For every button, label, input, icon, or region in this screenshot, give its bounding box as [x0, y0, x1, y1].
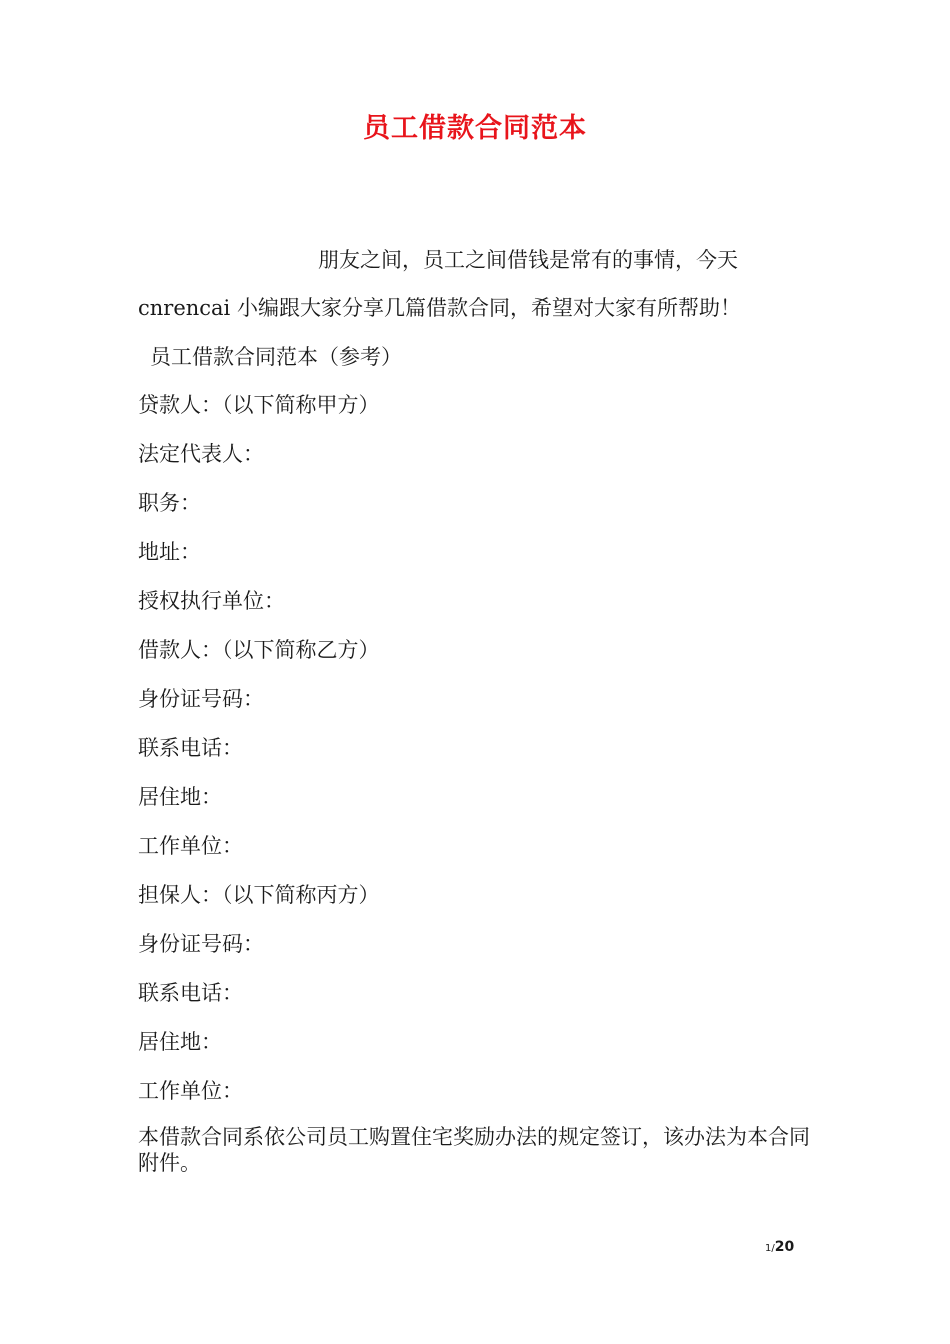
field-guarantor-id-number: 身份证号码：	[138, 932, 264, 956]
page-current: 1/	[765, 1243, 775, 1254]
field-borrower-employer: 工作单位：	[138, 834, 243, 858]
field-authorized-unit: 授权执行单位：	[138, 589, 285, 613]
intro-line-2: cnrencai 小编跟大家分享几篇借款合同，希望对大家有所帮助！	[138, 296, 741, 320]
field-position: 职务：	[138, 491, 201, 515]
document-title: 员工借款合同范本	[363, 113, 587, 144]
contract-subheading: 员工借款合同范本（参考）	[150, 345, 402, 369]
field-guarantor: 担保人：（以下简称丙方）	[138, 883, 380, 907]
page-number	[765, 1236, 794, 1255]
field-guarantor-residence: 居住地：	[138, 1030, 222, 1054]
field-address: 地址：	[138, 540, 201, 564]
closing-paragraph: 本借款合同系依公司员工购置住宅奖励办法的规定签订，该办法为本合同附件。	[138, 1125, 810, 1175]
field-lender: 贷款人：（以下简称甲方）	[138, 393, 380, 417]
page-total: 20	[774, 1239, 795, 1255]
field-guarantor-phone: 联系电话：	[138, 981, 243, 1005]
field-borrower: 借款人：（以下简称乙方）	[138, 638, 380, 662]
field-borrower-phone: 联系电话：	[138, 736, 243, 760]
field-legal-representative: 法定代表人：	[138, 442, 264, 466]
contract-fields-list	[138, 390, 380, 1125]
field-borrower-residence: 居住地：	[138, 785, 222, 809]
intro-line-1: 朋友之间，员工之间借钱是常有的事情，今天	[318, 248, 738, 272]
field-guarantor-employer: 工作单位：	[138, 1079, 243, 1103]
field-borrower-id-number: 身份证号码：	[138, 687, 264, 711]
